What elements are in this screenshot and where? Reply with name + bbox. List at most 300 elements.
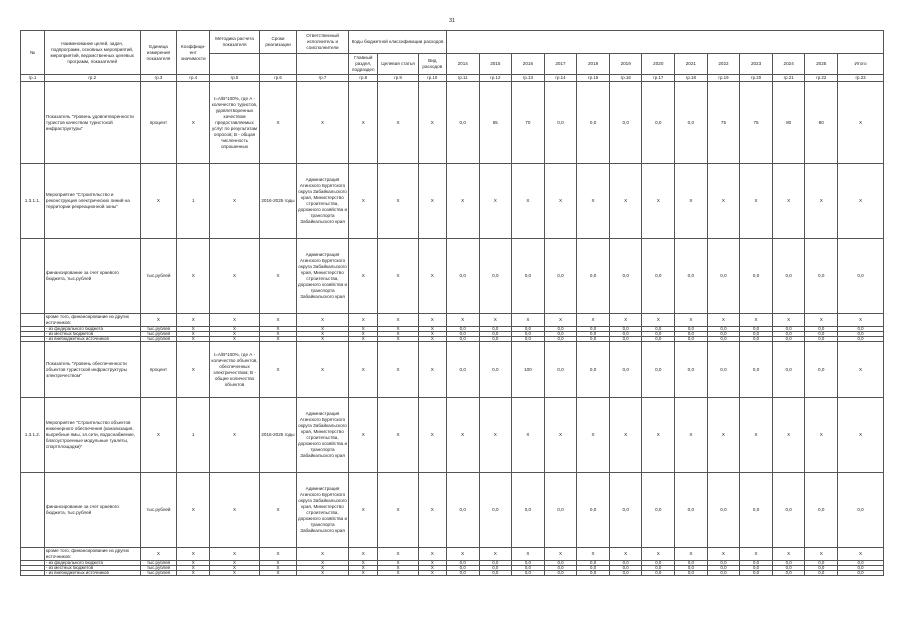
table-cell: 0,0 [675, 566, 708, 571]
table-cell: 0,0 [740, 473, 773, 548]
table-cell: 0,0 [446, 473, 479, 548]
header-method: Методика расчета показателя [210, 31, 260, 54]
table-cell: 0,0 [544, 332, 577, 337]
table-cell: 80 [772, 82, 805, 164]
header-name: Наименование целей, задач, подпрограмм, основных мероприятий, мероприятий, ведомственных целевых программ, показателей [44, 31, 140, 75]
table-cell: 0,0 [675, 332, 708, 337]
table-cell: Х [210, 337, 260, 342]
table-cell: Х [805, 548, 838, 561]
table-cell: Х [838, 342, 884, 398]
table-cell: Х [772, 314, 805, 327]
table-cell: Х [260, 239, 297, 314]
table-cell: 0,0 [772, 342, 805, 398]
table-cell: 0,0 [577, 239, 610, 314]
table-cell: Х [418, 239, 446, 314]
table-cell: 0,0 [609, 239, 642, 314]
table-cell: 0,0 [446, 571, 479, 576]
table-cell: 0,0 [740, 337, 773, 342]
table-cell [21, 548, 45, 561]
table-cell: 0,0 [707, 327, 740, 332]
table-cell: Х [378, 342, 418, 398]
table-cell: Х [296, 327, 348, 332]
table-cell: Х [349, 398, 378, 473]
table-cell [21, 239, 45, 314]
table-cell: 0,0 [446, 566, 479, 571]
table-cell: 0,0 [512, 327, 545, 332]
table-cell: 0,0 [805, 327, 838, 332]
table-cell: 0,0 [772, 571, 805, 576]
table-cell: 0,0 [707, 332, 740, 337]
column-number: гр.2 [44, 75, 140, 82]
table-cell: I=A/B*100%, где А - количество туристов, удовлетворенных качеством предоставляемых услуг по результатам опросов; В - общая численность опрошенных [210, 82, 260, 164]
table-cell: 0,0 [642, 566, 675, 571]
table-cell: 0,0 [707, 337, 740, 342]
table-cell: Х [349, 342, 378, 398]
table-cell: 0,0 [577, 327, 610, 332]
table-row [21, 571, 884, 576]
header-years-blank [446, 31, 883, 54]
table-cell: Х [378, 332, 418, 337]
table-cell: 0,0 [446, 342, 479, 398]
table-cell: Х [418, 332, 446, 337]
table-cell: Х [260, 561, 297, 566]
table-row [21, 164, 884, 239]
table-cell: Х [177, 566, 210, 571]
table-cell: Х [772, 398, 805, 473]
table-row [21, 82, 884, 164]
header-cs: Целевая статья [378, 54, 418, 75]
table-cell: Х [296, 342, 348, 398]
table-cell: Мероприятие "Строительство и реконструкция электрических линий на территории рекреационной зоны" [44, 164, 140, 239]
table-cell: Х [296, 571, 348, 576]
table-cell: 2016-2025 годы [260, 164, 297, 239]
table-cell: Х [210, 239, 260, 314]
table-cell: Х [512, 548, 545, 561]
table-cell: Х [446, 164, 479, 239]
table-row [21, 314, 884, 327]
column-number: гр.13 [512, 75, 545, 82]
table-cell: Показатель "Уровень удовлетворенности туристов качеством туристской инфраструктуры" [44, 82, 140, 164]
table-cell: 0,0 [642, 239, 675, 314]
table-cell: Х [577, 164, 610, 239]
table-cell: 0,0 [675, 327, 708, 332]
table-cell: 0,0 [544, 566, 577, 571]
header-total: Итого [838, 54, 884, 75]
header-budget: Коды бюджетной классификации расходов [349, 31, 447, 54]
column-number: гр.12 [479, 75, 512, 82]
table-cell: Х [418, 561, 446, 566]
table-cell: процент [140, 342, 177, 398]
table-cell: Х [838, 398, 884, 473]
table-cell: 0,0 [479, 332, 512, 337]
column-number: гр.10 [418, 75, 446, 82]
table-cell: 0,0 [577, 82, 610, 164]
table-cell: процент [140, 82, 177, 164]
column-number: гр.21 [772, 75, 805, 82]
table-cell: 75 [740, 82, 773, 164]
table-cell: Х [418, 548, 446, 561]
table-cell: Х [577, 398, 610, 473]
table-cell: Х [772, 548, 805, 561]
table-cell: Х [210, 548, 260, 561]
table-cell: Х [260, 337, 297, 342]
table-cell: Х [544, 548, 577, 561]
table-cell: Х [349, 566, 378, 571]
table-cell: Х [260, 473, 297, 548]
table-row [21, 473, 884, 548]
table-cell: 0,0 [544, 571, 577, 576]
column-number: гр.18 [675, 75, 708, 82]
column-number: гр.8 [349, 75, 378, 82]
table-cell: Х [740, 314, 773, 327]
table-cell: - из внебюджетных источников [44, 337, 140, 342]
table-cell: 0,0 [479, 561, 512, 566]
table-cell: 0,0 [805, 566, 838, 571]
header-method-blank [210, 54, 260, 75]
table-cell: 0,0 [544, 82, 577, 164]
table-cell: Х [260, 342, 297, 398]
table-cell: 0,0 [642, 332, 675, 337]
table-cell: Х [838, 82, 884, 164]
table-cell: 0,0 [740, 566, 773, 571]
table-cell: 0,0 [577, 571, 610, 576]
table-cell: Х [177, 327, 210, 332]
table-cell: 0,0 [642, 561, 675, 566]
table-cell: Х [260, 571, 297, 576]
table-cell: 0,0 [512, 561, 545, 566]
table-cell: Х [177, 473, 210, 548]
column-number: гр.3 [140, 75, 177, 82]
table-cell: 0,0 [740, 332, 773, 337]
header-year: 2023 [740, 54, 773, 75]
table-cell: 70 [512, 82, 545, 164]
table-cell: Х [446, 314, 479, 327]
table-cell: 0,0 [577, 342, 610, 398]
table-cell: 0,0 [609, 571, 642, 576]
table-cell: Х [675, 314, 708, 327]
header-year: 2024 [772, 54, 805, 75]
table-cell: Х [642, 398, 675, 473]
table-cell: 0,0 [479, 239, 512, 314]
table-cell: Х [609, 398, 642, 473]
table-cell: Администрация Агинского Бурятского округа Забайкальского края, Министерство строительства, дорожного хозяйства и транспорта Забайкальского края [296, 164, 348, 239]
table-cell: тыс.рублей [140, 332, 177, 337]
table-row [21, 398, 884, 473]
table-cell: Х [740, 398, 773, 473]
table-cell: Х [707, 548, 740, 561]
table-cell: 0,0 [707, 473, 740, 548]
table-cell: Администрация Агинского Бурятского округа Забайкальского края, Министерство строительства, дорожного хозяйства и транспорта Забайкальского края [296, 398, 348, 473]
table-cell: 0,0 [805, 337, 838, 342]
header-unit: Единица измерения показателя [140, 31, 177, 75]
table-cell: тыс.рублей [140, 327, 177, 332]
table-cell: 0,0 [479, 337, 512, 342]
table-cell: 0,0 [609, 566, 642, 571]
table-cell: Х [675, 164, 708, 239]
table-cell: 0,0 [609, 332, 642, 337]
table-cell: 0,0 [512, 239, 545, 314]
table-cell: Х [707, 398, 740, 473]
table-cell: Х [707, 314, 740, 327]
table-cell: Х [260, 82, 297, 164]
table-cell: 0,0 [675, 239, 708, 314]
header-resp: Ответственный исполнитель и соисполнители [296, 31, 348, 54]
table-cell: Х [418, 566, 446, 571]
table-cell: Х [512, 398, 545, 473]
table-cell: Х [349, 332, 378, 337]
table-cell: 0,0 [609, 82, 642, 164]
table-cell: 0,0 [609, 473, 642, 548]
table-cell: Х [378, 82, 418, 164]
table-cell: 0,0 [707, 561, 740, 566]
table-cell: Х [740, 164, 773, 239]
table-cell [21, 473, 45, 548]
table-cell: Х [675, 398, 708, 473]
table-cell: Х [446, 548, 479, 561]
table-cell: 0,0 [577, 473, 610, 548]
table-cell: 0,0 [544, 561, 577, 566]
header-year: 2019 [609, 54, 642, 75]
table-cell: 0,0 [479, 327, 512, 332]
table-cell: Х [349, 548, 378, 561]
table-cell: 0,0 [479, 342, 512, 398]
table-cell: Х [838, 548, 884, 561]
table-cell: тыс.рублей [140, 566, 177, 571]
table-cell: Х [418, 314, 446, 327]
table-cell: 1.3.1.2. [21, 398, 45, 473]
table-cell: 0,0 [446, 332, 479, 337]
table-cell: 0,0 [675, 82, 708, 164]
table-cell: Х [210, 561, 260, 566]
table-cell: Х [446, 398, 479, 473]
table-cell: тыс.рублей [140, 239, 177, 314]
table-cell: 0,0 [512, 566, 545, 571]
table-cell: Х [418, 342, 446, 398]
table-cell: - из местных бюджетов [44, 332, 140, 337]
table-cell: 0,0 [838, 337, 884, 342]
table-cell [21, 571, 45, 576]
table-cell: финансирование за счет краевого бюджета, тыс.рублей [44, 239, 140, 314]
header-year: 2017 [544, 54, 577, 75]
header-year: 2020 [642, 54, 675, 75]
table-cell: кроме того, финансирование из других источников: [44, 548, 140, 561]
table-cell: 0,0 [479, 571, 512, 576]
header-coef: Коэффици-ент значимости [177, 31, 210, 75]
table-cell: Х [349, 571, 378, 576]
column-number: гр.19 [707, 75, 740, 82]
table-cell: Х [210, 327, 260, 332]
table-cell: 0,0 [772, 239, 805, 314]
table-cell: 0,0 [642, 342, 675, 398]
table-cell: 0,0 [740, 342, 773, 398]
table-cell: Х [349, 164, 378, 239]
table-cell: 0,0 [446, 337, 479, 342]
table-cell: 0,0 [772, 327, 805, 332]
table-row [21, 342, 884, 398]
table-cell: 0,0 [446, 327, 479, 332]
column-number: гр.7 [296, 75, 348, 82]
table-cell: 0,0 [805, 571, 838, 576]
table-cell: 0,0 [740, 239, 773, 314]
table-cell: 0,0 [577, 332, 610, 337]
table-cell: 80 [805, 82, 838, 164]
table-cell: - из федерального бюджета [44, 327, 140, 332]
table-cell: Х [378, 571, 418, 576]
table-cell: 0,0 [544, 342, 577, 398]
table-cell: 0,0 [707, 239, 740, 314]
column-number: гр.5 [210, 75, 260, 82]
table-cell: Х [838, 314, 884, 327]
table-cell: Х [177, 342, 210, 398]
table-cell: Х [210, 332, 260, 337]
table-cell: Администрация Агинского Бурятского округа Забайкальского края, Министерство строительства, дорожного хозяйства и транспорта Забайкальского края [296, 239, 348, 314]
table-cell: Х [805, 314, 838, 327]
table-row [21, 548, 884, 561]
table-cell: Х [177, 548, 210, 561]
header-year: 2025 [805, 54, 838, 75]
table-cell: 0,0 [512, 571, 545, 576]
table-cell: финансирование за счет краевого бюджета, тыс.рублей [44, 473, 140, 548]
table-cell: Х [378, 314, 418, 327]
table-cell: 0,0 [675, 342, 708, 398]
table-cell: Х [378, 398, 418, 473]
table-cell: Х [577, 548, 610, 561]
table-cell: Х [418, 337, 446, 342]
table-cell: Х [642, 164, 675, 239]
table-cell: 0,0 [707, 342, 740, 398]
column-number: гр.1 [21, 75, 45, 82]
table-cell: 0,0 [544, 327, 577, 332]
table-cell: Х [177, 239, 210, 314]
table-cell: Х [418, 473, 446, 548]
header-year: 2018 [577, 54, 610, 75]
header-resp-blank [296, 54, 348, 75]
table-cell: 0,0 [544, 337, 577, 342]
table-cell: 0,0 [740, 571, 773, 576]
table-cell: 0,0 [446, 239, 479, 314]
table-cell: 0,0 [772, 332, 805, 337]
column-number: гр.4 [177, 75, 210, 82]
column-number: гр.11 [446, 75, 479, 82]
header-vr: Вид расходов [418, 54, 446, 75]
table-cell: 1 [177, 164, 210, 239]
table-cell: тыс.рублей [140, 473, 177, 548]
table-cell: Мероприятие "Строительство объектов инженерного обеспечения (канализация, выгребные ямы, эл.сети, водоснабжение, благоустроенные модульные туалеты, спортплощадки)" [44, 398, 140, 473]
table-cell: 0,0 [772, 566, 805, 571]
table-cell: 0,0 [642, 337, 675, 342]
table-cell: Х [378, 164, 418, 239]
table-cell: 0,0 [609, 342, 642, 398]
table-cell: Х [544, 314, 577, 327]
header-term: Сроки реализации [260, 31, 297, 54]
table-cell: Х [296, 566, 348, 571]
table-cell: 0,0 [740, 327, 773, 332]
table-cell: 0,0 [446, 561, 479, 566]
table-cell: 100 [512, 342, 545, 398]
table-cell: 0,0 [446, 82, 479, 164]
table-cell: 0,0 [838, 473, 884, 548]
table-cell: Х [675, 548, 708, 561]
table-cell: 0,0 [675, 571, 708, 576]
column-number: гр.22 [805, 75, 838, 82]
table-cell: Х [609, 164, 642, 239]
table-cell: - из федерального бюджета [44, 561, 140, 566]
table-cell [21, 82, 45, 164]
table-cell: 0,0 [805, 473, 838, 548]
table-cell: 0,0 [642, 571, 675, 576]
table-cell: 75 [707, 82, 740, 164]
table-cell: Х [544, 164, 577, 239]
table-cell: 0,0 [544, 473, 577, 548]
table-cell: Х [418, 164, 446, 239]
column-number: гр.14 [544, 75, 577, 82]
table-cell: 0,0 [805, 332, 838, 337]
table-cell: Х [177, 82, 210, 164]
column-number-row [21, 75, 884, 82]
table-cell: тыс.рублей [140, 337, 177, 342]
program-table [20, 30, 884, 576]
table-cell: Х [140, 314, 177, 327]
table-cell [21, 314, 45, 327]
table-cell: 0,0 [577, 566, 610, 571]
table-cell: Х [418, 82, 446, 164]
table-cell: Х [378, 239, 418, 314]
table-cell: Х [707, 164, 740, 239]
table-cell: 0,0 [675, 473, 708, 548]
header-row-1 [21, 31, 884, 54]
header-no: № [21, 31, 45, 75]
table-cell: 0,0 [838, 239, 884, 314]
header-year: 2015 [479, 54, 512, 75]
table-cell: Администрация Агинского Бурятского округа Забайкальского края, Министерство строительства, дорожного хозяйства и транспорта Забайкальского края [296, 473, 348, 548]
table-cell: 0,0 [512, 337, 545, 342]
table-cell: Х [378, 473, 418, 548]
table-cell: 0,0 [805, 239, 838, 314]
table-cell: Х [642, 548, 675, 561]
page-number: 31 [448, 18, 456, 24]
column-number: гр.16 [609, 75, 642, 82]
table-cell: Х [296, 548, 348, 561]
table-cell: 0,0 [675, 337, 708, 342]
table-cell: Х [210, 314, 260, 327]
table-cell: Х [479, 398, 512, 473]
table-cell: 0,0 [512, 473, 545, 548]
table-cell: 0,0 [838, 327, 884, 332]
table-cell: 0,0 [707, 566, 740, 571]
table-cell: 0,0 [838, 332, 884, 337]
table-cell: 0,0 [772, 473, 805, 548]
table-row [21, 239, 884, 314]
table-cell: Х [479, 164, 512, 239]
table-cell: Х [577, 314, 610, 327]
table-cell: 0,0 [479, 473, 512, 548]
table-cell: 0,0 [838, 561, 884, 566]
column-number: гр.20 [740, 75, 773, 82]
table-cell: Х [260, 314, 297, 327]
header-year: 2021 [675, 54, 708, 75]
table-cell: Х [210, 566, 260, 571]
table-cell: - из местных бюджетов [44, 566, 140, 571]
table-cell: Х [177, 337, 210, 342]
table-cell: Х [140, 398, 177, 473]
table-cell: 0,0 [642, 327, 675, 332]
table-cell: 0,0 [544, 239, 577, 314]
table-cell: Х [349, 82, 378, 164]
table-cell: Х [177, 314, 210, 327]
table-cell: Х [805, 164, 838, 239]
column-number: гр.17 [642, 75, 675, 82]
column-number: гр.9 [378, 75, 418, 82]
